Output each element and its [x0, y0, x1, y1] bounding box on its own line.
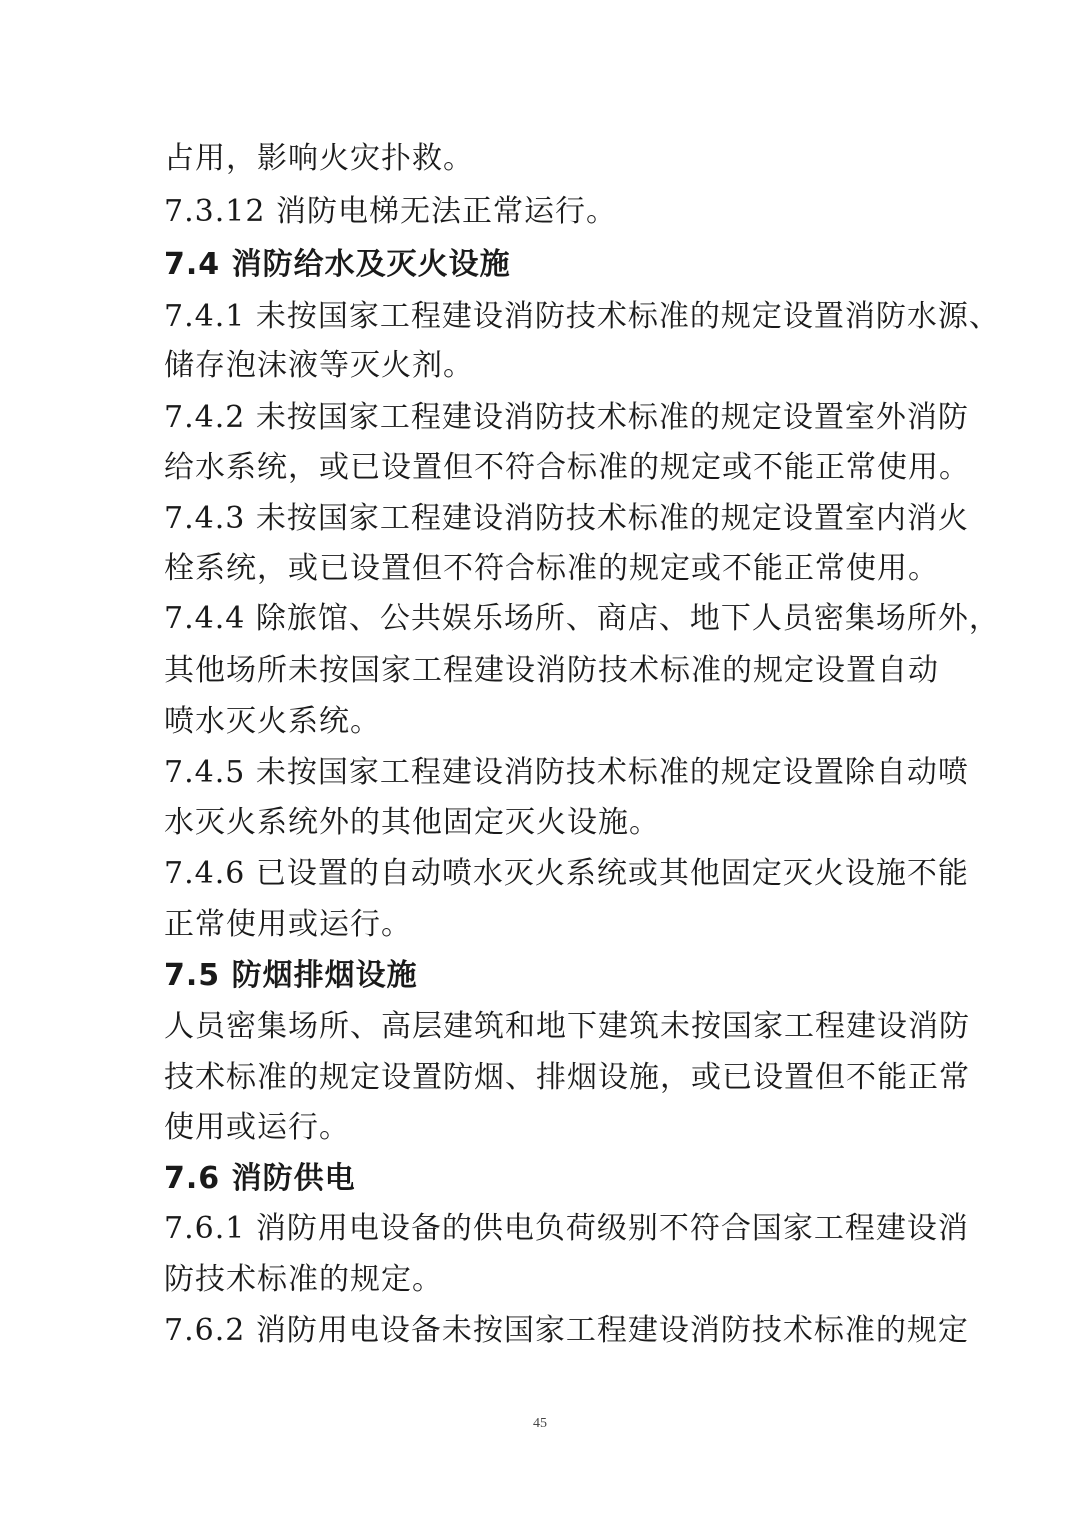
section-heading: 7.6 消防供电 — [164, 1161, 356, 1196]
text-line: 7.4.4 除旅馆、公共娱乐场所、商店、地下人员密集场所外， — [164, 601, 1000, 636]
text-line: 技术标准的规定设置防烟、排烟设施，或已设置但不能正常 — [164, 1060, 970, 1095]
text-line: 正常使用或运行。 — [164, 907, 412, 942]
page-number: 45 — [533, 1416, 547, 1431]
text-line: 储存泡沫液等灭火剂。 — [164, 348, 474, 383]
text-line: 7.4.1 未按国家工程建设消防技术标准的规定设置消防水源、 — [164, 299, 1000, 334]
text-line: 7.4.3 未按国家工程建设消防技术标准的规定设置室内消火 — [164, 501, 969, 536]
text-line: 占用，影响火灾扑救。 — [164, 141, 474, 176]
section-heading: 7.4 消防给水及灭火设施 — [164, 247, 511, 282]
text-line: 喷水灭火系统。 — [164, 704, 381, 739]
text-line: 7.4.6 已设置的自动喷水灭火系统或其他固定灭火设施不能 — [164, 856, 969, 891]
text-line: 防技术标准的规定。 — [164, 1262, 443, 1297]
text-line: 7.4.2 未按国家工程建设消防技术标准的规定设置室外消防 — [164, 400, 969, 435]
text-line: 使用或运行。 — [164, 1110, 350, 1145]
section-heading: 7.5 防烟排烟设施 — [164, 958, 418, 993]
text-line: 其他场所未按国家工程建设消防技术标准的规定设置自动 — [164, 653, 939, 688]
text-line: 人员密集场所、高层建筑和地下建筑未按国家工程建设消防 — [164, 1009, 970, 1044]
text-line: 7.6.2 消防用电设备未按国家工程建设消防技术标准的规定 — [164, 1313, 969, 1348]
text-line: 7.3.12 消防电梯无法正常运行。 — [164, 194, 617, 229]
text-line: 给水系统，或已设置但不符合标准的规定或不能正常使用。 — [164, 450, 970, 485]
text-line: 栓系统，或已设置但不符合标准的规定或不能正常使用。 — [164, 551, 939, 586]
text-line: 7.6.1 消防用电设备的供电负荷级别不符合国家工程建设消 — [164, 1211, 969, 1246]
text-line: 水灭火系统外的其他固定灭火设施。 — [164, 805, 660, 840]
text-line: 7.4.5 未按国家工程建设消防技术标准的规定设置除自动喷 — [164, 755, 969, 790]
